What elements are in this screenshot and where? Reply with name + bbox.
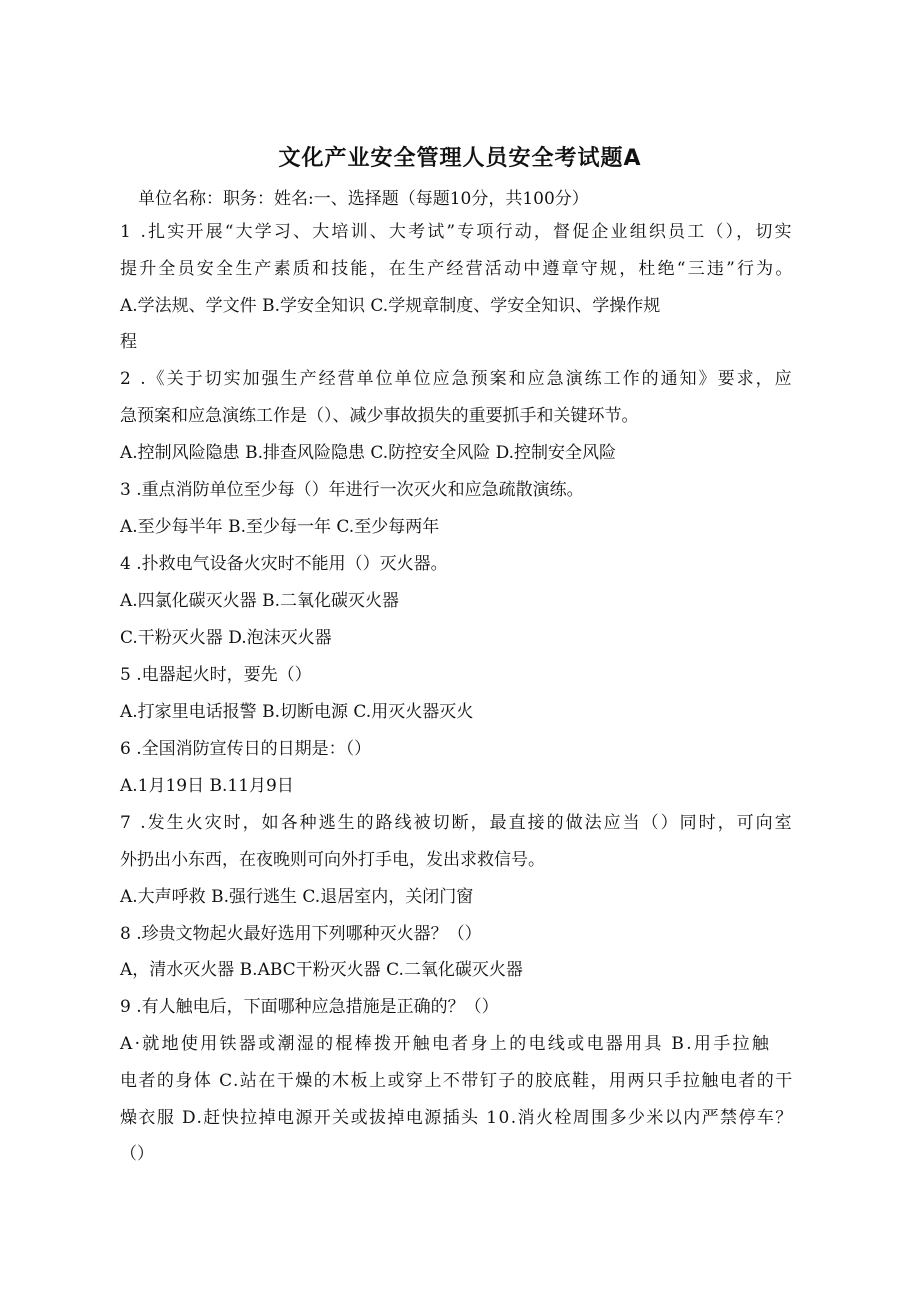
question-7-line-1: 7 .发生火灾时，如各种逃生的路线被切断，最直接的做法应当（）同时，可向室 [120,813,794,833]
question-3-options: A.至少每半年 B.至少每一年 C.至少每两年 [120,517,440,537]
question-2-options: A.控制风险隐患 B.排查风险隐患 C.防控安全风险 D.控制安全风险 [120,443,617,463]
question-9-text: 9 .有人触电后，下面哪种应急措施是正确的？（） [120,997,499,1017]
question-2-line-2: 急预案和应急演练工作是（）、减少事故损失的重要抓手和关键环节。 [120,406,639,426]
question-2-line-1: 2 .《关于切实加强生产经营单位单位应急预案和应急演练工作的通知》要求，应 [120,369,794,389]
header-info-line: 单位名称：职务：姓名:一、选择题（每题10分，共100分） [138,189,589,209]
question-3-text: 3 .重点消防单位至少每（）年进行一次灭火和应急疏散演练。 [120,480,584,500]
question-5-text: 5 .电器起火时，要先（） [120,665,312,685]
question-9-options-2: 电者的身体 C.站在干燥的木板上或穿上不带钉子的胶底鞋，用两只手拉触电者的干 [120,1071,794,1091]
question-9-options-3: 燥衣服 D.赶快拉掉电源开关或拔掉电源插头 10.消火栓周围多少米以内严禁停车？ [120,1108,794,1128]
question-5-options: A.打家里电话报警 B.切断电源 C.用灭火器灭火 [120,702,474,722]
question-1-line-1: 1 .扎实开展“大学习、大培训、大考试”专项行动，督促企业组织员工（），切实 [120,222,794,242]
question-4-text: 4 .扑救电气设备火灾时不能用（）灭火器。 [120,554,448,574]
question-4-options-1: A.四氯化碳灭火器 B.二氧化碳灭火器 [120,591,399,611]
question-7-line-2: 外扔出小东西，在夜晚则可向外打手电，发出求救信号。 [120,850,545,870]
question-6-options: A.1月19日 B.11月9日 [120,776,294,796]
question-7-options: A.大声呼救 B.强行逃生 C.退居室内，关闭门窗 [120,887,474,907]
question-1-options-cont: 程 [120,332,137,352]
question-8-text: 8 .珍贵文物起火最好选用下列哪种灭火器？（） [120,924,482,944]
question-1-options: A.学法规、学文件 B.学安全知识 C.学规章制度、学安全知识、学操作规 [120,296,661,316]
question-1-line-2: 提升全员安全生产素质和技能，在生产经营活动中遵章守规，杜绝“三违”行为。 [120,259,795,279]
question-10-blank: （） [120,1144,154,1164]
page-title: 文化产业安全管理人员安全考试题A [278,146,642,171]
question-9-options-1: A·就地使用铁器或潮湿的棍棒拨开触电者身上的电线或电器用具 B.用手拉触 [120,1034,772,1054]
question-6-text: 6 .全国消防宣传日的日期是：（） [120,739,372,759]
question-4-options-2: C.干粉灭火器 D.泡沫灭火器 [120,628,332,648]
question-8-options: A，清水灭火器 B.ABC干粉灭火器 C.二氧化碳灭火器 [120,960,523,980]
